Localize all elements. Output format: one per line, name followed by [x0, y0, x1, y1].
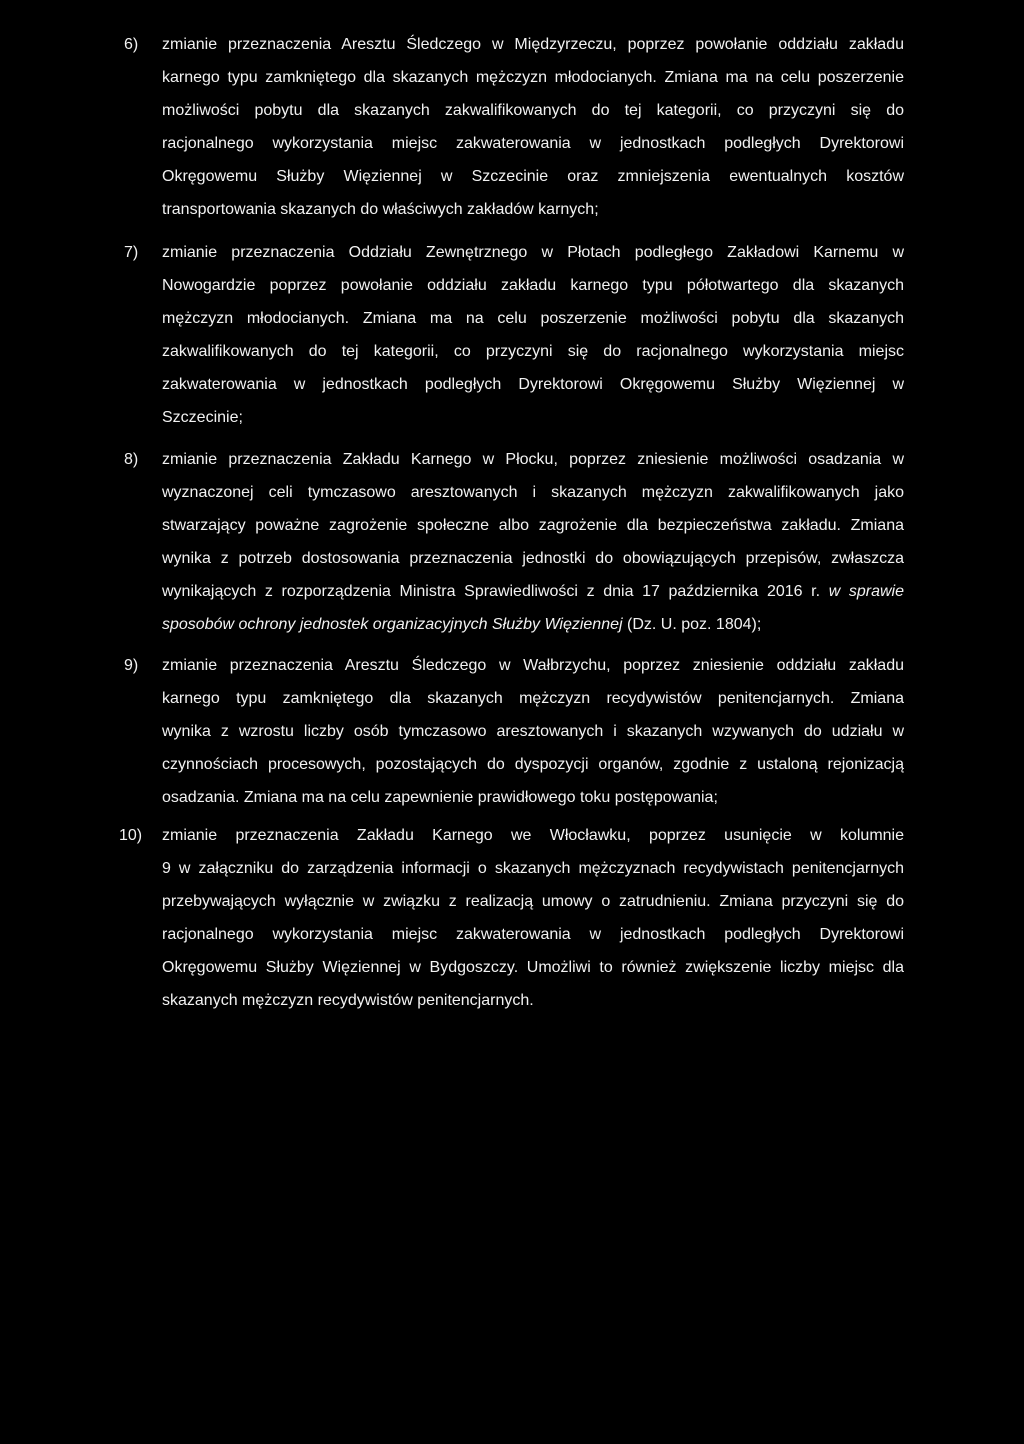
act-title-italic: w sprawie	[828, 583, 904, 600]
text-segment: wynikających z rozporządzenia Ministra Sprawiedliwości z dnia 17 października 2016 r.	[162, 583, 821, 600]
act-title-italic: sposobów ochrony jednostek organizacyjnych Służby Więziennej	[162, 616, 623, 633]
list-item-number: 6)	[124, 36, 139, 53]
text-line: przebywających wyłącznie w związku z realizacją umowy o zatrudnieniu. Zmiana przyczyni się do	[162, 893, 904, 910]
text-line: Okręgowemu Służby Więziennej w Bydgoszczy. Umożliwi to również zwiększenie liczby miejsc dla	[162, 959, 904, 976]
text-line: możliwości pobytu dla skazanych zakwalifikowanych do tej kategorii, co przyczyni się do	[162, 102, 904, 119]
text-line: 9 w załączniku do zarządzenia informacji o skazanych mężczyznach recydywistach penitencjarnych	[162, 860, 904, 877]
text-line: stwarzający poważne zagrożenie społeczne albo zagrożenie dla bezpieczeństwa zakładu. Zmiana	[162, 517, 904, 534]
text-line-mixed	[162, 608, 904, 641]
text-line: transportowania skazanych do właściwych zakładów karnych;	[162, 201, 599, 218]
text-line: wynika z potrzeb dostosowania przeznaczenia jednostki do obowiązujących przepisów, zwłaszcza	[162, 550, 904, 567]
text-line-mixed	[162, 575, 904, 608]
text-line: zakwaterowania w jednostkach podległych Dyrektorowi Okręgowemu Służby Więziennej w	[162, 376, 904, 393]
list-item-number: 10)	[119, 827, 143, 844]
list-item-number: 8)	[124, 451, 139, 468]
text-line: wynika z wzrostu liczby osób tymczasowo aresztowanych i skazanych wzywanych do udziału w	[162, 723, 904, 740]
text-line: czynnościach procesowych, pozostających do dyspozycji organów, zgodnie z ustaloną rejonizacją	[162, 756, 904, 773]
text-line: mężczyzn młodocianych. Zmiana ma na celu poszerzenie możliwości pobytu dla skazanych	[162, 310, 904, 327]
text-line: karnego typu zamkniętego dla skazanych mężczyzn młodocianych. Zmiana ma na celu poszerzenie	[162, 69, 904, 86]
list-item-number: 7)	[124, 244, 139, 261]
text-line: zmianie przeznaczenia Aresztu Śledczego w Międzyrzeczu, poprzez powołanie oddziału zakładu	[162, 36, 904, 53]
text-line: karnego typu zamkniętego dla skazanych mężczyzn recydywistów penitencjarnych. Zmiana	[162, 690, 904, 707]
text-line: zmianie przeznaczenia Aresztu Śledczego w Wałbrzychu, poprzez zniesienie oddziału zakładu	[162, 657, 904, 674]
text-line: zmianie przeznaczenia Oddziału Zewnętrznego w Płotach podległego Zakładowi Karnemu w	[162, 244, 904, 261]
text-line: wyznaczonej celi tymczasowo aresztowanych i skazanych mężczyzn zakwalifikowanych jako	[162, 484, 904, 501]
text-line: racjonalnego wykorzystania miejsc zakwaterowania w jednostkach podległych Dyrektorowi	[162, 135, 904, 152]
text-line: osadzania. Zmiana ma na celu zapewnienie prawidłowego toku postępowania;	[162, 789, 718, 806]
text-line: skazanych mężczyzn recydywistów penitencjarnych.	[162, 992, 534, 1009]
text-line: zmianie przeznaczenia Zakładu Karnego w Płocku, poprzez zniesienie możliwości osadzania w	[162, 451, 904, 468]
text-line: zakwalifikowanych do tej kategorii, co przyczyni się do racjonalnego wykorzystania miejsc	[162, 343, 904, 360]
text-segment: (Dz. U. poz. 1804);	[627, 616, 762, 633]
text-line: Szczecinie;	[162, 409, 243, 426]
list-item-number: 9)	[124, 657, 139, 674]
text-line: racjonalnego wykorzystania miejsc zakwaterowania w jednostkach podległych Dyrektorowi	[162, 926, 904, 943]
text-line: Nowogardzie poprzez powołanie oddziału zakładu karnego typu półotwartego dla skazanych	[162, 277, 904, 294]
text-line: Okręgowemu Służby Więziennej w Szczecinie oraz zmniejszenia ewentualnych kosztów	[162, 168, 904, 185]
text-line: zmianie przeznaczenia Zakładu Karnego we Włocławku, poprzez usunięcie w kolumnie	[162, 827, 904, 844]
